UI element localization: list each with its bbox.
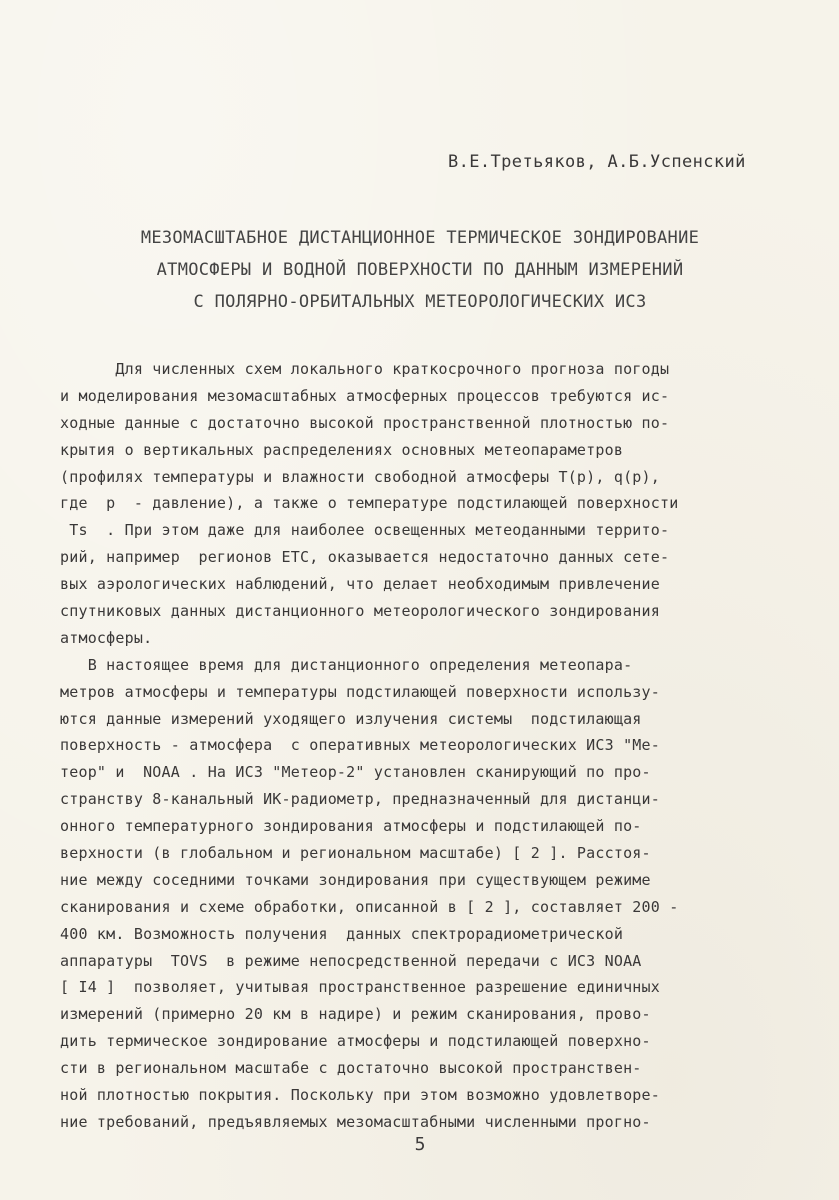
body-line: Для численных схем локального краткосрочного прогноза погоды	[60, 360, 670, 378]
body-line: ной плотностью покрытия. Поскольку при этом возможно удовлетворе-	[60, 1086, 660, 1105]
body-line: 400 км. Возможность получения данных спектрорадиометрической	[60, 924, 624, 943]
body-line: сти в региональном масштабе с достаточно высокой пространствен-	[60, 1059, 642, 1078]
body-line: ние между соседними точками зондирования при существующем режиме	[60, 870, 651, 889]
body-line: где p - давление), а также о температуре подстилающей поверхности	[60, 494, 679, 513]
authors-line: В.Е.Третьяков, А.Б.Успенский	[448, 152, 746, 172]
body-line: измерений (примерно 20 км в надире) и режим сканирования, прово-	[60, 1005, 651, 1024]
body-line: верхности (в глобальном и региональном масштабе) [ 2 ]. Расстоя-	[60, 844, 651, 863]
body-text	[60, 356, 780, 1136]
body-line: поверхность - атмосфера с оперативных метеорологических ИСЗ "Ме-	[60, 736, 660, 755]
body-line: [ I4 ] позволяет, учитывая пространственное разрешение единичных	[60, 978, 660, 997]
article-title	[60, 222, 780, 318]
body-line: онного температурного зондирования атмосферы и подстилающей по-	[60, 817, 642, 836]
body-line: странству 8-канальный ИК-радиометр, предназначенный для дистанци-	[60, 790, 660, 809]
body-line: ние требований, предъявляемых мезомасштабными численными прогно-	[60, 1112, 651, 1131]
body-line: атмосферы.	[60, 628, 153, 647]
body-line: Ts . При этом даже для наиболее освещенных метеоданными террито-	[60, 521, 670, 540]
body-line: ходные данные с достаточно высокой пространственной плотностью по-	[60, 413, 670, 432]
body-line: рий, например регионов ЕТС, оказывается недостаточно данных сете-	[60, 548, 670, 567]
body-line: (профилях температуры и влажности свободной атмосферы T(p), q(p),	[60, 467, 660, 486]
body-line: спутниковых данных дистанционного метеорологического зондирования	[60, 602, 660, 621]
body-line: ются данные измерений уходящего излучения системы подстилающая	[60, 709, 642, 728]
body-line: дить термическое зондирование атмосферы и подстилающей поверхно-	[60, 1032, 651, 1051]
body-line: крытия о вертикальных распределениях основных метеопараметров	[60, 440, 624, 459]
body-line: вых аэрологических наблюдений, что делает необходимым привлечение	[60, 575, 660, 594]
body-line: В настоящее время для дистанционного определения метеопара-	[60, 655, 633, 674]
body-line: метров атмосферы и температуры подстилающей поверхности использу-	[60, 682, 660, 701]
title-line: АТМОСФЕРЫ И ВОДНОЙ ПОВЕРХНОСТИ ПО ДАННЫМ ИЗМЕРЕНИЙ	[156, 260, 684, 280]
body-line: и моделирования мезомасштабных атмосферных процессов требуются ис-	[60, 386, 670, 405]
body-line: теор" и NOAA . На ИСЗ "Метеор-2" установлен сканирующий по про-	[60, 763, 651, 782]
body-line: сканирования и схеме обработки, описанной в [ 2 ], составляет 200 -	[60, 897, 679, 916]
page-number: 5	[414, 1134, 426, 1155]
title-line: С ПОЛЯРНО-ОРБИТАЛЬНЫХ МЕТЕОРОЛОГИЧЕСКИХ ИСЗ	[193, 292, 647, 312]
title-line: МЕЗОМАСШТАБНОЕ ДИСТАНЦИОННОЕ ТЕРМИЧЕСКОЕ ЗОНДИРОВАНИЕ	[140, 228, 700, 248]
body-line: аппаратуры TOVS в режиме непосредственной передачи с ИСЗ NOAA	[60, 951, 642, 970]
